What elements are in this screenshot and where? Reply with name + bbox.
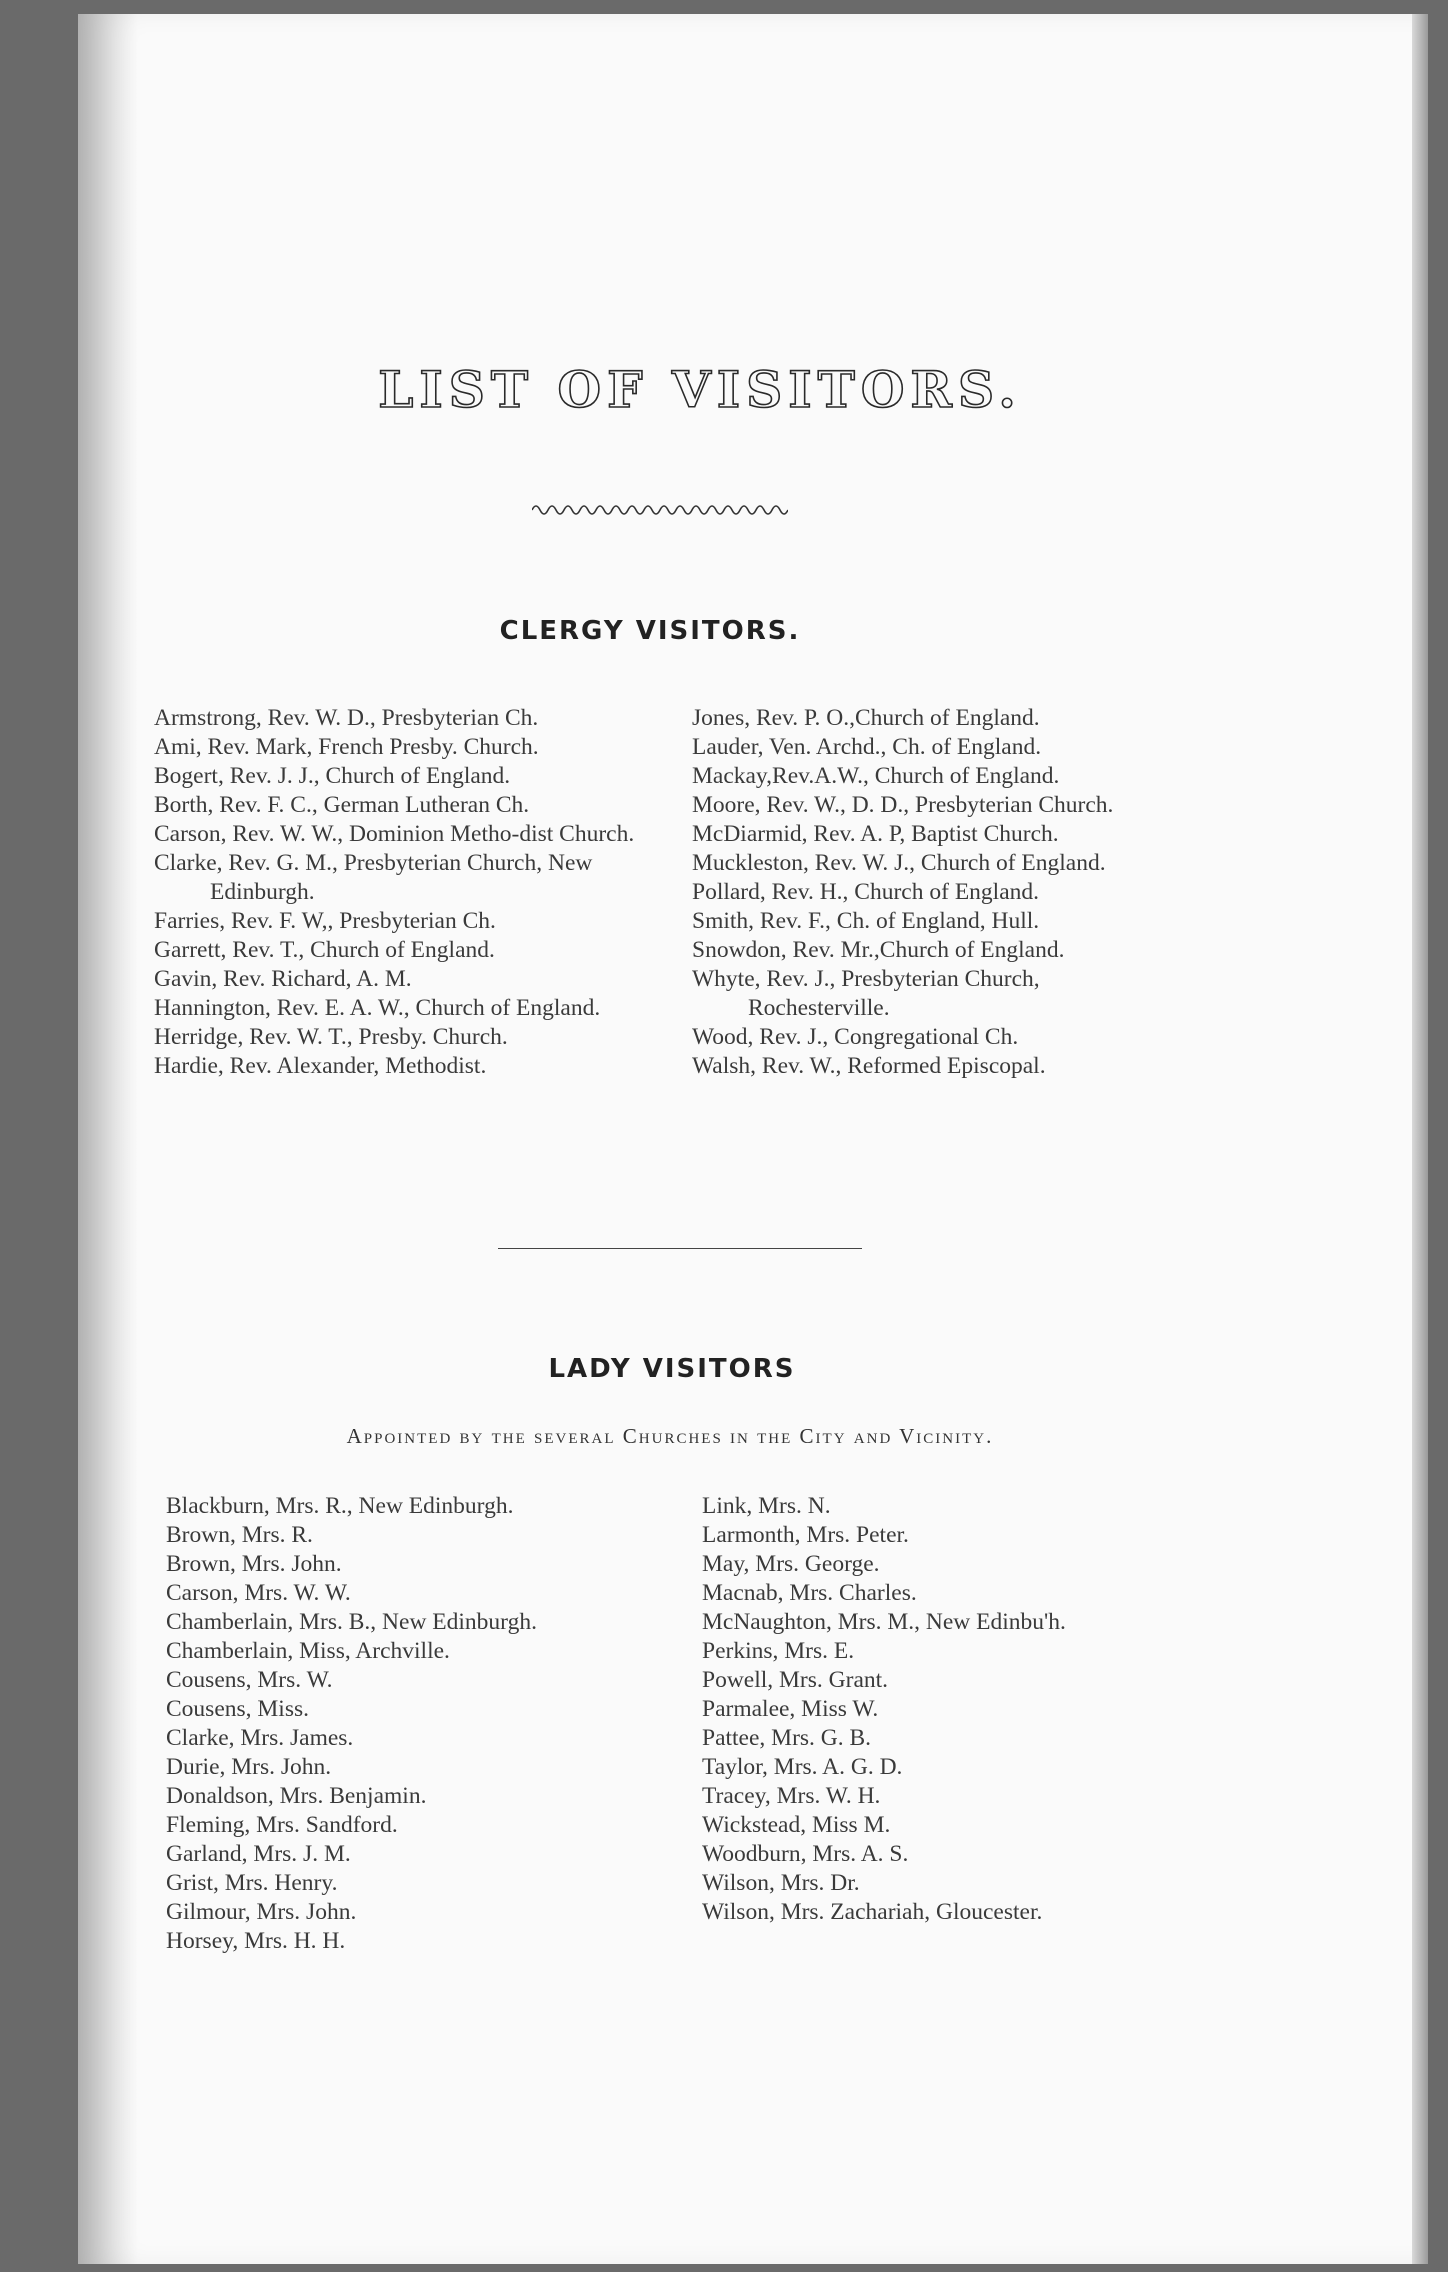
clergy-heading: CLERGY VISITORS. [499,616,801,646]
lady-visitor-entry: Cousens, Mrs. W. [166,1667,333,1693]
lady-visitor-entry: Horsey, Mrs. H. H. [166,1928,346,1954]
lady-visitor-entry: Taylor, Mrs. A. G. D. [702,1754,903,1780]
lady-subheading: Appointed by the several Churches in the City and Vicinity. [346,1424,994,1448]
lady-visitor-entry: Tracey, Mrs. W. H. [702,1783,881,1809]
lady-visitor-entry: Woodburn, Mrs. A. S. [702,1841,909,1867]
lady-visitor-entry: Gilmour, Mrs. John. [166,1899,357,1925]
lady-visitor-entry: Clarke, Mrs. James. [166,1725,354,1751]
clergy-visitor-entry: Bogert, Rev. J. J., Church of England. [154,763,511,789]
clergy-visitor-entry: Gavin, Rev. Richard, A. M. [154,966,412,992]
lady-visitor-entry: Wilson, Mrs. Zachariah, Gloucester. [702,1899,1043,1925]
lady-visitor-entry: Fleming, Mrs. Sandford. [166,1812,398,1838]
clergy-visitor-entry: Carson, Rev. W. W., Dominion Metho-dist Church. [154,821,635,847]
lady-visitor-entry: Wilson, Mrs. Dr. [702,1870,860,1896]
lady-visitor-entry: Durie, Mrs. John. [166,1754,332,1780]
clergy-visitor-entry: Ami, Rev. Mark, French Presby. Church. [154,734,539,760]
lady-visitor-entry: Garland, Mrs. J. M. [166,1841,351,1867]
lady-visitor-entry: Grist, Mrs. Henry. [166,1870,338,1896]
lady-list-left [166,1492,696,1956]
lady-visitor-entry: Carson, Mrs. W. W. [166,1580,351,1606]
lady-visitor-entry: Perkins, Mrs. E. [702,1638,855,1664]
lady-visitor-entry: Brown, Mrs. R. [166,1522,313,1548]
lady-visitor-entry: Brown, Mrs. John. [166,1551,342,1577]
lady-heading: LADY VISITORS [548,1354,796,1384]
clergy-visitor-entry: Smith, Rev. F., Ch. of England, Hull. [692,908,1040,934]
section-divider [498,1248,862,1249]
lady-visitor-entry: Cousens, Miss. [166,1696,309,1722]
lady-visitor-entry: McNaughton, Mrs. M., New Edinbu'h. [702,1609,1066,1635]
lady-visitor-entry: Chamberlain, Mrs. B., New Edinburgh. [166,1609,537,1635]
lady-visitor-entry: Link, Mrs. N. [702,1493,831,1519]
clergy-visitor-entry: Hannington, Rev. E. A. W., Church of England. [154,995,601,1021]
lady-visitor-entry: Wickstead, Miss M. [702,1812,891,1838]
clergy-visitor-entry: Armstrong, Rev. W. D., Presbyterian Ch. [154,705,539,731]
clergy-visitor-entry: Hardie, Rev. Alexander, Methodist. [154,1053,487,1079]
gutter-shadow [78,14,138,2264]
clergy-visitor-entry: Snowdon, Rev. Mr.,Church of England. [692,937,1065,963]
page-edge [1412,14,1428,2264]
clergy-visitor-entry: Wood, Rev. J., Congregational Ch. [692,1024,1019,1050]
lady-visitor-entry: Pattee, Mrs. G. B. [702,1725,872,1751]
lady-visitor-entry: Macnab, Mrs. Charles. [702,1580,917,1606]
clergy-visitor-entry: Garrett, Rev. T., Church of England. [154,937,495,963]
clergy-visitor-entry: Mackay,Rev.A.W., Church of England. [692,763,1060,789]
lady-visitor-entry: Larmonth, Mrs. Peter. [702,1522,909,1548]
clergy-visitor-entry: Muckleston, Rev. W. J., Church of England. [692,850,1106,876]
lady-visitor-entry: May, Mrs. George. [702,1551,880,1577]
clergy-list-left [154,704,684,1081]
clergy-visitor-entry: Moore, Rev. W., D. D., Presbyterian Church. [692,792,1114,818]
lady-list-right [702,1492,1232,1927]
squiggle-ornament [532,500,788,520]
clergy-visitor-entry: Clarke, Rev. G. M., Presbyterian Church, New Edinburgh. [154,850,593,905]
clergy-visitor-entry: Pollard, Rev. H., Church of England. [692,879,1040,905]
page-title: LIST OF VISITORS. [378,360,1022,419]
lady-visitor-entry: Blackburn, Mrs. R., New Edinburgh. [166,1493,514,1519]
clergy-visitor-entry: Walsh, Rev. W., Reformed Episcopal. [692,1053,1046,1079]
clergy-visitor-entry: Herridge, Rev. W. T., Presby. Church. [154,1024,508,1050]
clergy-visitor-entry: McDiarmid, Rev. A. P, Baptist Church. [692,821,1059,847]
lady-visitor-entry: Powell, Mrs. Grant. [702,1667,889,1693]
clergy-visitor-entry: Jones, Rev. P. O.,Church of England. [692,705,1040,731]
clergy-visitor-entry: Lauder, Ven. Archd., Ch. of England. [692,734,1042,760]
clergy-visitor-entry: Whyte, Rev. J., Presbyterian Church, Rochesterville. [692,966,1040,1021]
lady-visitor-entry: Chamberlain, Miss, Archville. [166,1638,450,1664]
lady-visitor-entry: Parmalee, Miss W. [702,1696,879,1722]
lady-visitor-entry: Donaldson, Mrs. Benjamin. [166,1783,427,1809]
clergy-visitor-entry: Farries, Rev. F. W,, Presbyterian Ch. [154,908,496,934]
clergy-visitor-entry: Borth, Rev. F. C., German Lutheran Ch. [154,792,530,818]
clergy-list-right [692,704,1182,1081]
